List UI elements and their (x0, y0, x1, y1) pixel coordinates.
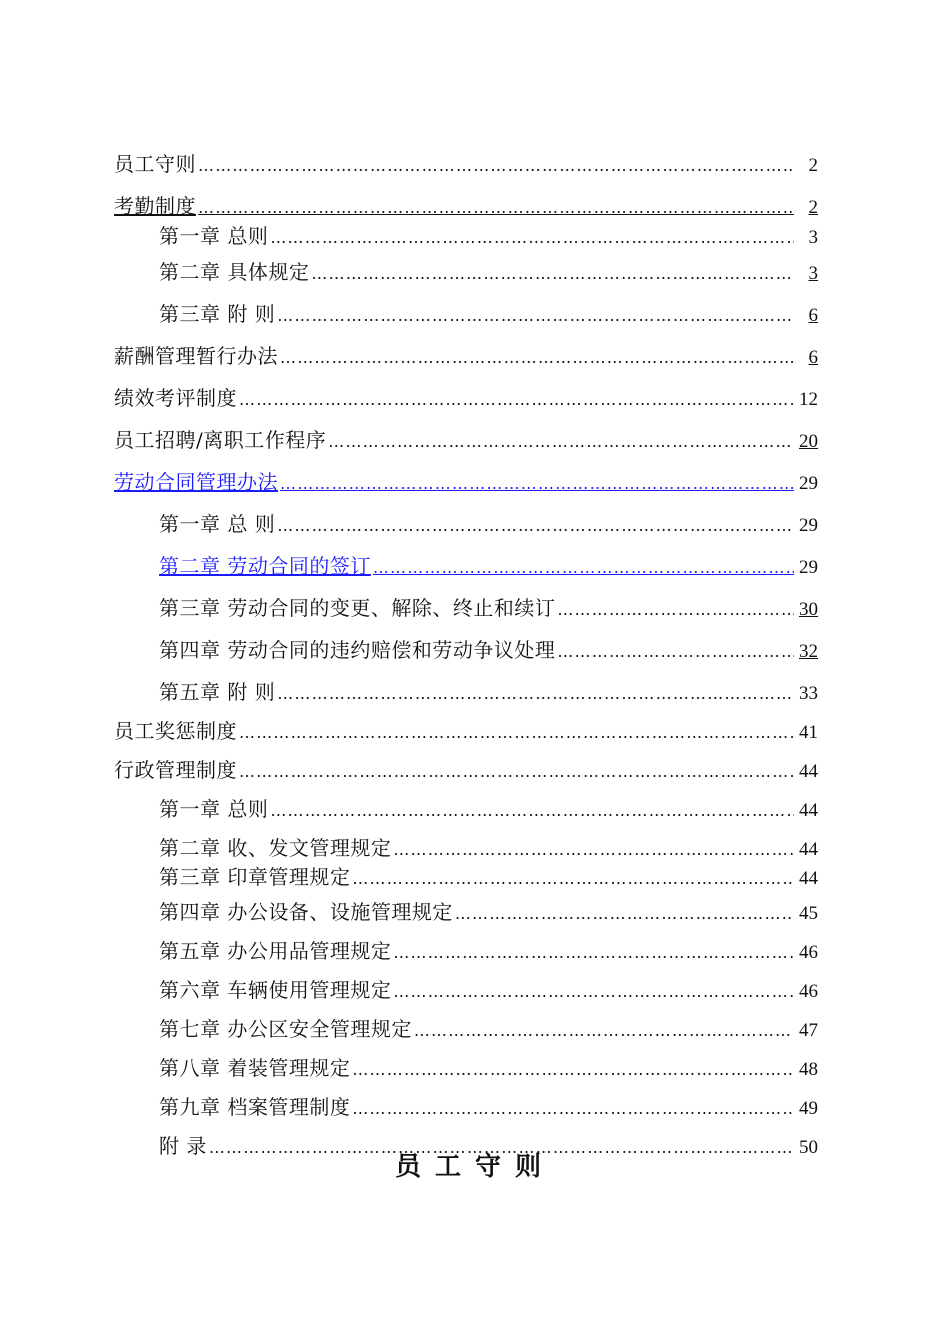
toc-entry-title: 第七章 办公区安全管理规定 (159, 1017, 412, 1041)
toc-entry[interactable] (114, 680, 818, 706)
toc-dot-leader (239, 760, 794, 784)
toc-entry-title: 员工招聘/离职工作程序 (114, 428, 327, 452)
toc-entry-title: 考勤制度 (114, 194, 196, 218)
toc-dot-leader (239, 721, 794, 745)
toc-entry-title: 附 录 (159, 1134, 207, 1158)
toc-entry-title: 劳动合同管理办法 (114, 470, 278, 494)
toc-dot-leader (280, 472, 794, 496)
toc-entry-title: 员工奖惩制度 (114, 719, 237, 743)
toc-entry[interactable] (114, 1095, 818, 1121)
toc-dot-leader (239, 388, 794, 412)
toc-entry-title: 第一章 总则 (159, 797, 269, 821)
toc-entry[interactable] (114, 302, 818, 328)
toc-entry-title: 第二章 收、发文管理规定 (159, 836, 392, 860)
toc-entry[interactable] (114, 428, 818, 454)
toc-entry[interactable] (114, 224, 818, 250)
toc-entry[interactable] (114, 638, 818, 664)
toc-entry-title: 绩效考评制度 (114, 386, 237, 410)
toc-entry[interactable] (114, 512, 818, 538)
toc-entry-page-number: 45 (799, 903, 818, 924)
toc-entry[interactable] (114, 554, 818, 580)
toc-entry[interactable] (114, 939, 818, 965)
toc-dot-leader (277, 514, 794, 538)
toc-entry[interactable] (114, 836, 818, 862)
toc-dot-leader (352, 1058, 794, 1082)
toc-entry[interactable] (114, 386, 818, 412)
toc-entry-page-number: 2 (808, 197, 818, 218)
toc-entry[interactable] (114, 260, 818, 286)
toc-entry-page-number: 3 (808, 227, 818, 248)
toc-entry-page-number: 44 (799, 839, 818, 860)
toc-entry[interactable] (114, 152, 818, 178)
toc-dot-leader (414, 1019, 794, 1043)
toc-entry-page-number: 29 (799, 515, 818, 536)
toc-entry[interactable] (114, 758, 818, 784)
toc-dot-leader (373, 556, 794, 580)
toc-entry[interactable] (114, 865, 818, 891)
toc-dot-leader (198, 196, 794, 220)
toc-entry-page-number: 3 (808, 263, 818, 284)
toc-entry-title: 第二章 具体规定 (159, 260, 310, 284)
toc-entry-page-number: 32 (799, 641, 818, 662)
toc-entry-title: 第三章 劳动合同的变更、解除、终止和续订 (159, 596, 556, 620)
toc-entry-page-number: 47 (799, 1020, 818, 1041)
toc-dot-leader (352, 1097, 794, 1121)
toc-entry-title: 第一章 总则 (159, 224, 269, 248)
toc-dot-leader (352, 867, 794, 891)
toc-entry-page-number: 46 (799, 981, 818, 1002)
toc-entry-title: 第一章 总 则 (159, 512, 276, 536)
toc-entry[interactable] (114, 470, 818, 496)
toc-entry[interactable] (114, 797, 818, 823)
toc-entry-title: 员工守则 (114, 152, 196, 176)
toc-entry-page-number: 41 (799, 722, 818, 743)
toc-dot-leader (311, 262, 794, 286)
toc-entry-title: 第五章 附 则 (159, 680, 276, 704)
toc-entry-title: 第三章 附 则 (159, 302, 276, 326)
toc-entry-page-number: 29 (799, 473, 818, 494)
toc-entry-page-number: 29 (799, 557, 818, 578)
toc-dot-leader (277, 304, 794, 328)
toc-entry-title: 第四章 办公设备、设施管理规定 (159, 900, 453, 924)
toc-dot-leader (198, 154, 794, 178)
toc-entry-title: 第九章 档案管理制度 (159, 1095, 351, 1119)
toc-entry[interactable] (114, 900, 818, 926)
section-heading: 员工守则 (394, 1152, 555, 1182)
toc-entry[interactable] (114, 596, 818, 622)
toc-entry-page-number: 12 (799, 389, 818, 410)
toc-entry-title: 第二章 劳动合同的签订 (159, 554, 371, 578)
table-of-contents (114, 152, 818, 1160)
toc-dot-leader (280, 346, 794, 370)
toc-entry-page-number: 6 (808, 347, 818, 368)
toc-entry-page-number: 46 (799, 942, 818, 963)
toc-entry-page-number: 48 (799, 1059, 818, 1080)
toc-entry-page-number: 6 (808, 305, 818, 326)
toc-entry-page-number: 44 (799, 800, 818, 821)
toc-dot-leader (393, 941, 794, 965)
toc-dot-leader (270, 799, 794, 823)
toc-entry[interactable] (114, 1017, 818, 1043)
toc-entry-title: 第三章 印章管理规定 (159, 865, 351, 889)
toc-entry-title: 行政管理制度 (114, 758, 237, 782)
toc-entry-title: 第五章 办公用品管理规定 (159, 939, 392, 963)
toc-entry-page-number: 33 (799, 683, 818, 704)
toc-entry-page-number: 30 (799, 599, 818, 620)
toc-entry[interactable] (114, 344, 818, 370)
toc-entry-page-number: 49 (799, 1098, 818, 1119)
toc-entry[interactable] (114, 194, 818, 220)
toc-dot-leader (277, 682, 794, 706)
toc-entry-page-number: 44 (799, 761, 818, 782)
toc-entry-title: 第四章 劳动合同的违约赔偿和劳动争议处理 (159, 638, 556, 662)
toc-dot-leader (393, 838, 794, 862)
toc-dot-leader (270, 226, 794, 250)
toc-entry[interactable] (114, 978, 818, 1004)
toc-dot-leader (557, 640, 794, 664)
toc-entry-title: 第八章 着装管理规定 (159, 1056, 351, 1080)
toc-entry[interactable] (114, 1056, 818, 1082)
toc-entry-page-number: 50 (799, 1137, 818, 1158)
toc-entry[interactable] (114, 719, 818, 745)
toc-entry-page-number: 44 (799, 868, 818, 889)
toc-entry-page-number: 2 (808, 155, 818, 176)
toc-entry-title: 第六章 车辆使用管理规定 (159, 978, 392, 1002)
toc-dot-leader (557, 598, 794, 622)
toc-dot-leader (328, 430, 794, 454)
toc-entry-title: 薪酬管理暂行办法 (114, 344, 278, 368)
toc-dot-leader (455, 902, 794, 926)
toc-dot-leader (393, 980, 794, 1004)
toc-entry-page-number: 20 (799, 431, 818, 452)
